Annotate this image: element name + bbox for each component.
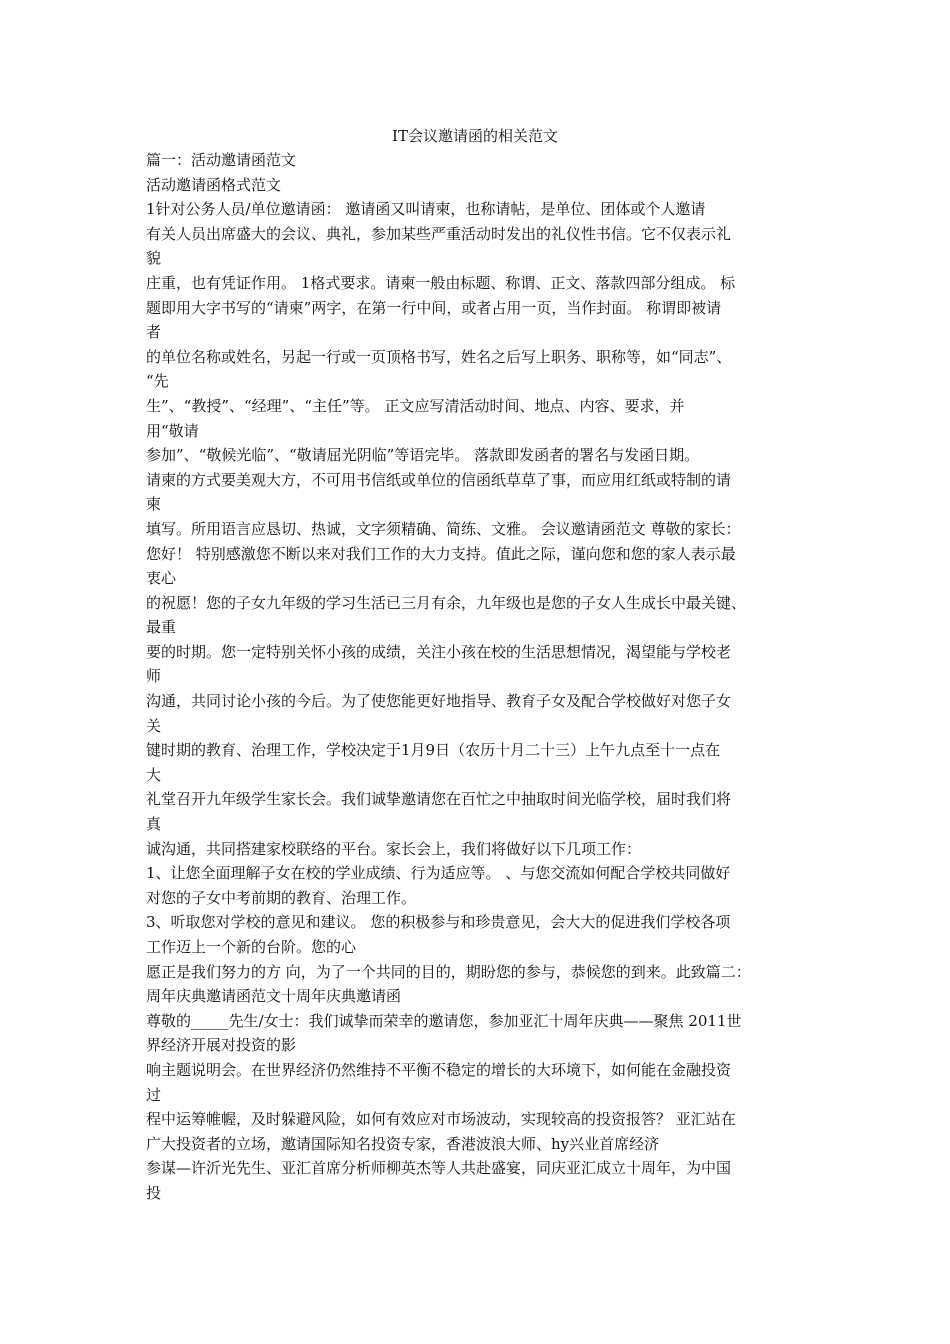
body-line: 大 bbox=[146, 765, 162, 784]
body-line: “先 bbox=[146, 372, 169, 391]
body-line: 参谋—许沂光先生、亚汇首席分析师柳英杰等人共赴盛宴，同庆亚汇成立十周年，为中国 bbox=[146, 1159, 732, 1178]
body-line: 活动邀请函格式范文 bbox=[146, 175, 282, 194]
body-line: 3、听取您对学校的意见和建议。 您的积极参与和珍贵意见，会大大的促进我们学校各项 bbox=[146, 913, 731, 932]
body-line: 最重 bbox=[146, 618, 177, 637]
body-line: 响主题说明会。在世界经济仍然维持不平衡不稳定的增长的大环境下，如何能在金融投资 bbox=[146, 1060, 732, 1079]
body-line: 请柬的方式要美观大方，不可用书信纸或单位的信函纸草草了事，而应用红纸或特制的请 bbox=[146, 470, 732, 489]
body-line: 衷心 bbox=[146, 569, 177, 588]
body-line: 真 bbox=[146, 815, 162, 834]
body-line: 您好！ 特别感激您不断以来对我们工作的大力支持。值此之际，谨向您和您的家人表示最 bbox=[146, 544, 736, 563]
body-line: 界经济开展对投资的影 bbox=[146, 1036, 297, 1055]
body-line: 有关人员出席盛大的会议、典礼，参加某些严重活动时发出的礼仪性书信。它不仅表示礼 bbox=[146, 224, 732, 243]
body-line: 柬 bbox=[146, 495, 162, 514]
body-line: 填写。所用语言应恳切、热诚，文字须精确、简练、文雅。 会议邀请函范文 尊敬的家长： bbox=[146, 519, 741, 538]
body-line: 沟通，共同讨论小孩的今后。为了使您能更好地指导、教育子女及配合学校做好对您子女 bbox=[146, 692, 732, 711]
body-line: 工作迈上一个新的台阶。您的心 bbox=[146, 938, 357, 956]
body-line: 要的时期。您一定特别关怀小孩的成绩，关注小孩在校的生活思想情况，渴望能与学校老 bbox=[146, 642, 732, 661]
body-line: 过 bbox=[146, 1085, 162, 1104]
body-line: 尊敬的_____先生/女士：我们诚挚而荣幸的邀请您，参加亚汇十周年庆典——聚焦 2011世 bbox=[146, 1011, 742, 1030]
body-line: 关 bbox=[146, 716, 162, 735]
document-title: IT会议邀请函的相关范文 bbox=[392, 127, 558, 145]
body-line: 1针对公务人员/单位邀请函： 邀请函又叫请柬，也称请帖，是单位、团体或个人邀请 bbox=[146, 200, 706, 219]
body-line: 的祝愿！您的子女九年级的学习生活已三月有余，九年级也是您的子女人生成长中最关键、 bbox=[146, 593, 747, 612]
body-line: 投 bbox=[146, 1183, 162, 1202]
body-line: 诚沟通，共同搭建家校联络的平台。家长会上，我们将做好以下几项工作： bbox=[146, 839, 642, 858]
body-line: 愿正是我们努力的方 向，为了一个共同的目的，期盼您的参与，恭候您的到来。此致篇二： bbox=[146, 962, 751, 981]
body-line: 广大投资者的立场，邀请国际知名投资专家，香港波浪大师、hy兴业首席经济 bbox=[146, 1134, 660, 1153]
body-line: 参加”、“敬候光临”、“敬请屈光阴临”等语完毕。 落款即发函者的署名与发函日期。 bbox=[146, 446, 700, 465]
body-line: 程中运筹帷幄，及时躲避风险，如何有效应对市场波动，实现较高的投资报答？ 亚汇站在 bbox=[146, 1110, 736, 1129]
body-line: 1、让您全面理解子女在校的学业成绩、行为适应等。 、与您交流如何配合学校共同做好 bbox=[146, 864, 731, 883]
body-line: 礼堂召开九年级学生家长会。我们诚挚邀请您在百忙之中抽取时间光临学校，届时我们将 bbox=[146, 790, 732, 809]
body-line: 庄重，也有凭证作用。 1格式要求。请柬一般由标题、称谓、正文、落款四部分组成。 标 bbox=[146, 273, 736, 292]
body-line: 的单位名称或姓名，另起一行或一页顶格书写，姓名之后写上职务、职称等，如“同志”、 bbox=[146, 347, 732, 366]
body-line: 者 bbox=[146, 323, 162, 342]
body-line: 周年庆典邀请函范文十周年庆典邀请函 bbox=[146, 987, 402, 1006]
body-line: 键时期的教育、治理工作，学校决定于1月9日（农历十月二十三）上午九点至十一点在 bbox=[146, 741, 721, 760]
body-line: 生”、“教授”、“经理”、“主任”等。 正文应写清活动时间、地点、内容、要求，并 bbox=[146, 396, 685, 415]
body-line: 师 bbox=[146, 667, 162, 686]
document-body bbox=[146, 148, 816, 1206]
body-line: 用“敬请 bbox=[146, 421, 199, 440]
body-line: 对您的子女中考前期的教育、治理工作。 bbox=[146, 888, 417, 907]
body-line: 篇一：活动邀请函范文 bbox=[146, 151, 297, 169]
body-line: 貌 bbox=[146, 249, 162, 268]
body-line: 题即用大字书写的“请柬”两字，在第一行中间，或者占用一页，当作封面。 称谓即被请 bbox=[146, 298, 722, 317]
